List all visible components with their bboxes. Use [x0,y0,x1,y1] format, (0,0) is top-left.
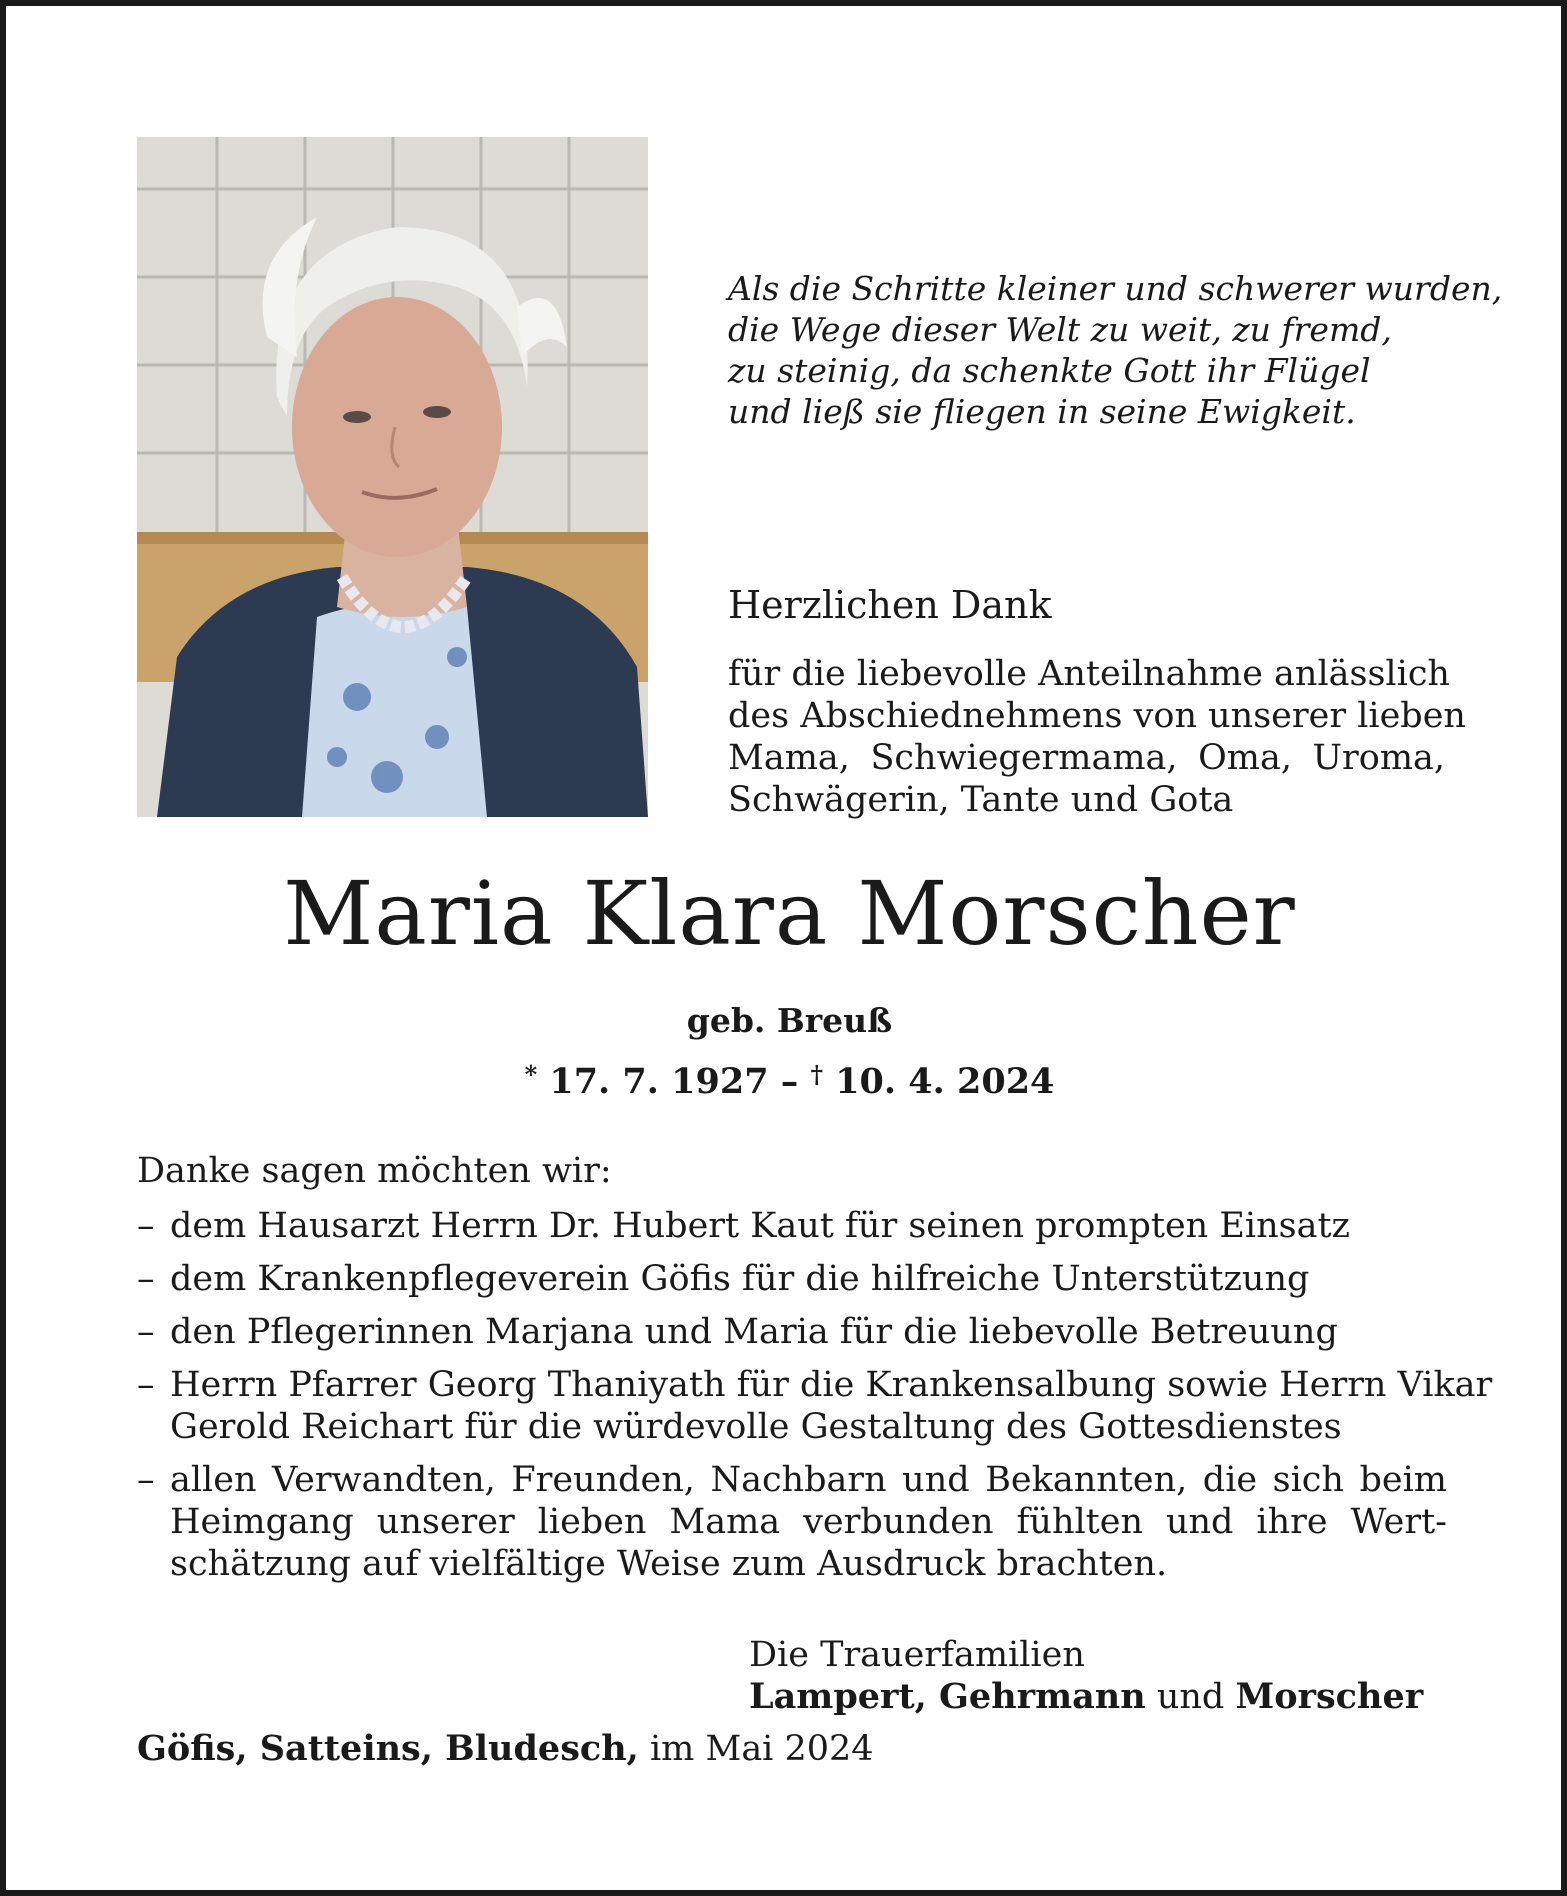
list-dash: – [137,1312,155,1352]
acknowledgement-line: schätzung auf vielfältige Weise zum Ausdruck brachten. [170,1544,1168,1584]
signature-families [749,1676,1423,1718]
quote-line: zu steinig, da schenkte Gott ihr Flügel [728,351,1371,390]
acknowledgement-line: Herrn Pfarrer Georg Thaniyath für die Krankensalbung sowie Herrn Vikar [170,1365,1493,1405]
acknowledgement-item [137,1459,1447,1585]
list-dash: – [137,1259,155,1299]
acknowledgement-line: Gerold Reichart für die würdevolle Gestaltung des Gottesdienstes [170,1407,1342,1447]
date-separator: – [768,1061,811,1102]
acknowledgement-item [137,1311,1447,1353]
family-connector: und [1145,1677,1236,1717]
acknowledgement-line: Heimgang unserer lieben Mama verbunden fühlten und ihre Wert- [170,1502,1447,1542]
acknowledgement-item [137,1258,1447,1300]
place-date: im Mai 2024 [638,1729,874,1769]
acknowledgements-list [137,1205,1493,1596]
list-dash: – [137,1460,155,1500]
family-name: Morscher [1235,1676,1424,1717]
acknowledgement-item [137,1205,1447,1247]
acknowledgement-line: dem Krankenpflegeverein Göfis für die hilfreiche Unterstützung [170,1259,1310,1299]
acknowledgement-line: dem Hausarzt Herrn Dr. Hubert Kaut für seinen prompten Einsatz [170,1206,1350,1246]
signature [749,1634,1423,1718]
thanks-body [728,653,1466,821]
acknowledgement-line: allen Verwandten, Freunden, Nachbarn und Bekannten, die sich beim [170,1460,1447,1500]
quote-line: Als die Schritte kleiner und schwerer wurden, [728,269,1503,308]
thanks-line: für die liebevolle Anteilnahme anlässlich [728,654,1450,694]
list-dash: – [137,1206,155,1246]
portrait-image [137,137,648,817]
maiden-name: geb. Breuß [686,1001,893,1040]
list-dash: – [137,1365,155,1405]
quote-line: die Wege dieser Welt zu weit, zu fremd, [728,310,1392,349]
birth-symbol: * [524,1060,538,1089]
acknowledgement-item [137,1364,1493,1448]
life-dates [6,1061,1567,1103]
place-towns: Göfis, Satteins, Bludesch, [137,1728,639,1769]
place-and-date [137,1728,874,1770]
thanks-line: Schwägerin, Tante und Gota [728,780,1234,820]
thanks-line: des Abschiednehmens von unserer lieben [728,696,1466,736]
death-date: 10. 4. 2024 [835,1061,1055,1102]
birth-date: 17. 7. 1927 [549,1061,769,1102]
portrait-photo [137,137,648,817]
quote-line: und ließ sie fliegen in seine Ewigkeit. [728,392,1356,431]
family-names: Lampert, Gehrmann [749,1676,1146,1717]
acknowledgement-line: den Pflegerinnen Marjana und Maria für die liebevolle Betreuung [170,1312,1338,1352]
deceased-name: Maria Klara Morscher [283,862,1296,965]
memorial-quote [728,268,1503,432]
signature-line: Die Trauerfamilien [749,1635,1085,1675]
death-symbol: † [810,1060,823,1089]
thanks-line: Mama, Schwiegermama, Oma, Uroma, [728,738,1445,778]
thanks-heading: Herzlichen Dank [728,583,1052,627]
acknowledgements-intro: Danke sagen möchten wir: [137,1151,612,1191]
